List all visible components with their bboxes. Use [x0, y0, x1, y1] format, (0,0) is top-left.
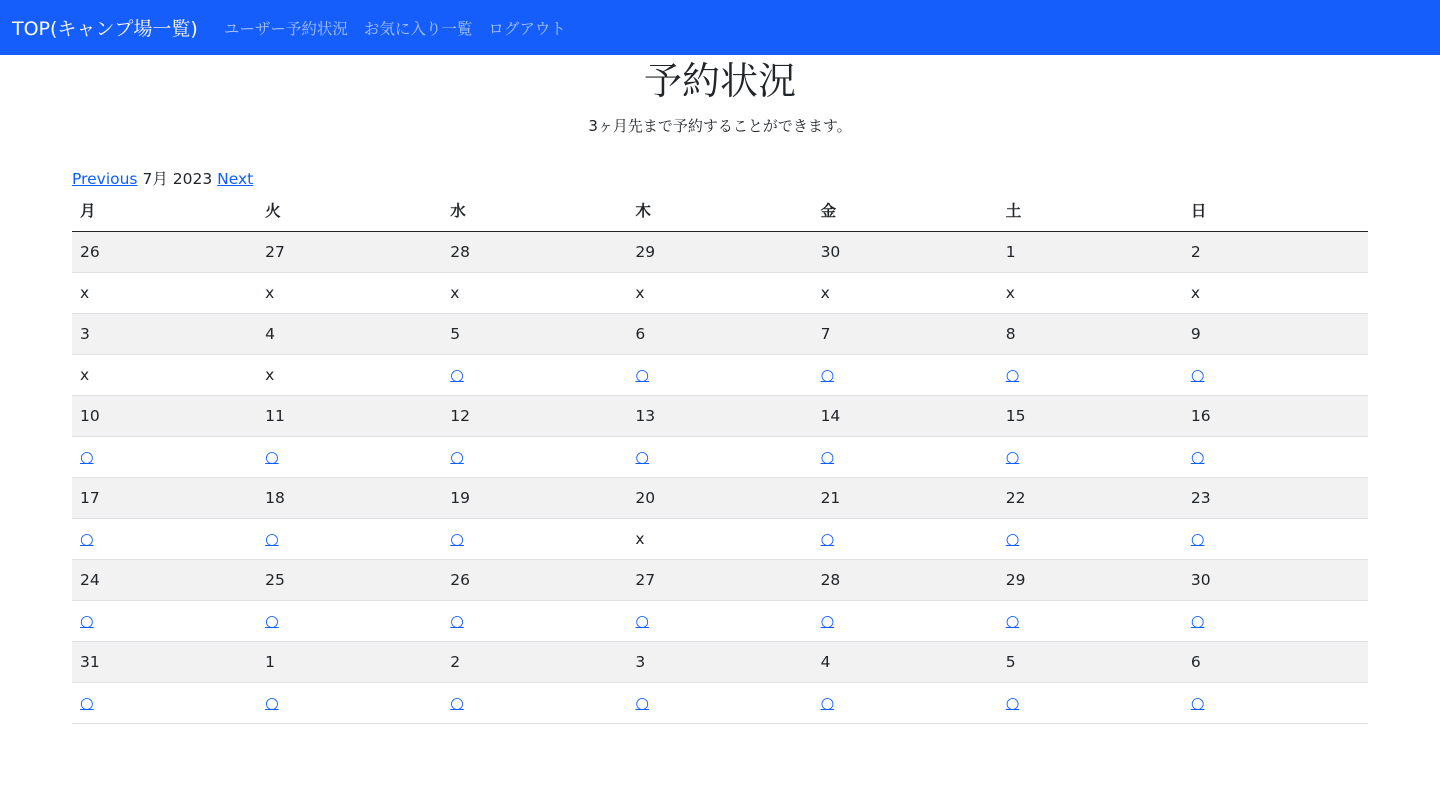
available-reserve-link[interactable]: ○	[635, 447, 649, 466]
date-cell: 6	[1183, 641, 1368, 682]
weekday-header: 月	[72, 190, 257, 231]
available-reserve-link[interactable]: ○	[1190, 447, 1205, 466]
available-reserve-link[interactable]: ○	[450, 611, 464, 630]
availability-cell	[813, 436, 998, 477]
availability-cell	[813, 272, 998, 313]
availability-row	[72, 272, 1368, 313]
availability-cell	[442, 354, 627, 395]
availability-row	[72, 682, 1368, 723]
unavailable-mark: x	[265, 365, 275, 384]
date-cell: 17	[72, 477, 257, 518]
date-cell: 21	[813, 477, 998, 518]
date-cell: 18	[257, 477, 442, 518]
available-reserve-link[interactable]: ○	[265, 693, 279, 712]
availability-cell	[998, 600, 1183, 641]
nav-link-user-reservations[interactable]: ユーザー予約状況	[223, 19, 348, 38]
available-reserve-link[interactable]: ○	[1005, 365, 1020, 384]
date-row	[72, 477, 1368, 518]
availability-cell	[998, 436, 1183, 477]
date-cell: 29	[627, 231, 812, 272]
date-cell: 30	[813, 231, 998, 272]
unavailable-mark: x	[80, 365, 90, 384]
date-cell: 6	[627, 313, 812, 354]
date-cell: 25	[257, 559, 442, 600]
availability-cell	[1183, 682, 1368, 723]
available-reserve-link[interactable]: ○	[820, 693, 835, 712]
date-cell: 26	[442, 559, 627, 600]
date-row	[72, 559, 1368, 600]
brand-link[interactable]: TOP(キャンプ場一覧)	[12, 18, 198, 40]
availability-cell	[72, 682, 257, 723]
availability-cell	[1183, 600, 1368, 641]
available-reserve-link[interactable]: ○	[635, 365, 649, 384]
available-reserve-link[interactable]: ○	[265, 529, 279, 548]
availability-cell	[257, 518, 442, 559]
unavailable-mark: x	[450, 283, 460, 302]
date-cell: 28	[442, 231, 627, 272]
availability-cell	[627, 600, 812, 641]
availability-cell	[257, 354, 442, 395]
available-reserve-link[interactable]: ○	[80, 529, 94, 548]
availability-cell	[998, 682, 1183, 723]
available-reserve-link[interactable]: ○	[1190, 693, 1205, 712]
availability-cell	[998, 518, 1183, 559]
date-cell: 2	[1183, 231, 1368, 272]
available-reserve-link[interactable]: ○	[1190, 365, 1205, 384]
unavailable-mark: x	[1005, 283, 1015, 302]
date-cell: 7	[813, 313, 998, 354]
date-cell: 19	[442, 477, 627, 518]
available-reserve-link[interactable]: ○	[635, 611, 649, 630]
date-row	[72, 313, 1368, 354]
date-cell: 5	[442, 313, 627, 354]
date-cell: 3	[72, 313, 257, 354]
available-reserve-link[interactable]: ○	[80, 693, 94, 712]
availability-cell	[627, 682, 812, 723]
available-reserve-link[interactable]: ○	[1190, 611, 1205, 630]
availability-row	[72, 436, 1368, 477]
date-row	[72, 395, 1368, 436]
weekday-header: 火	[257, 190, 442, 231]
availability-cell	[627, 436, 812, 477]
available-reserve-link[interactable]: ○	[450, 693, 464, 712]
date-cell: 3	[627, 641, 812, 682]
available-reserve-link[interactable]: ○	[820, 611, 835, 630]
availability-cell	[72, 600, 257, 641]
date-cell: 1	[998, 231, 1183, 272]
weekday-header: 金	[813, 190, 998, 231]
date-cell: 27	[627, 559, 812, 600]
date-cell: 22	[998, 477, 1183, 518]
date-cell: 31	[72, 641, 257, 682]
date-cell: 23	[1183, 477, 1368, 518]
top-navbar	[0, 0, 1440, 55]
page-subtitle: 3ヶ月先まで予約することができます。	[588, 117, 852, 135]
date-cell: 16	[1183, 395, 1368, 436]
calendar-container	[72, 168, 1368, 724]
current-month-label: 7月 2023	[142, 170, 213, 188]
date-cell: 4	[813, 641, 998, 682]
nav-link-favorites[interactable]: お気に入り一覧	[363, 19, 473, 38]
availability-cell	[998, 272, 1183, 313]
available-reserve-link[interactable]: ○	[820, 529, 835, 548]
date-cell: 13	[627, 395, 812, 436]
date-cell: 11	[257, 395, 442, 436]
availability-cell	[257, 600, 442, 641]
availability-cell	[72, 436, 257, 477]
available-reserve-link[interactable]: ○	[450, 365, 464, 384]
date-row	[72, 231, 1368, 272]
availability-cell	[257, 272, 442, 313]
available-reserve-link[interactable]: ○	[1005, 447, 1020, 466]
unavailable-mark: x	[265, 283, 275, 302]
availability-cell	[1183, 354, 1368, 395]
month-navigation	[72, 168, 1368, 190]
unavailable-mark: x	[80, 283, 90, 302]
availability-row	[72, 518, 1368, 559]
availability-cell	[72, 354, 257, 395]
available-reserve-link[interactable]: ○	[635, 693, 649, 712]
available-reserve-link[interactable]: ○	[1005, 611, 1020, 630]
available-reserve-link[interactable]: ○	[265, 611, 279, 630]
availability-cell	[1183, 272, 1368, 313]
date-cell: 24	[72, 559, 257, 600]
availability-cell	[442, 272, 627, 313]
availability-cell	[813, 682, 998, 723]
availability-cell	[813, 600, 998, 641]
availability-cell	[813, 518, 998, 559]
available-reserve-link[interactable]: ○	[820, 447, 835, 466]
page-title: 予約状況	[643, 59, 796, 103]
date-cell: 4	[257, 313, 442, 354]
date-cell: 20	[627, 477, 812, 518]
available-reserve-link[interactable]: ○	[80, 611, 94, 630]
next-month-link[interactable]: Next	[217, 170, 254, 188]
availability-cell	[257, 436, 442, 477]
availability-cell	[813, 354, 998, 395]
date-cell: 14	[813, 395, 998, 436]
weekday-header: 日	[1183, 190, 1368, 231]
date-cell: 28	[813, 559, 998, 600]
availability-cell	[72, 518, 257, 559]
available-reserve-link[interactable]: ○	[265, 447, 279, 466]
availability-cell	[442, 436, 627, 477]
availability-cell	[442, 682, 627, 723]
availability-row	[72, 354, 1368, 395]
availability-cell	[442, 518, 627, 559]
date-row	[72, 641, 1368, 682]
date-cell: 15	[998, 395, 1183, 436]
available-reserve-link[interactable]: ○	[1190, 529, 1205, 548]
available-reserve-link[interactable]: ○	[450, 447, 464, 466]
unavailable-mark: x	[1190, 283, 1201, 302]
weekday-header: 水	[442, 190, 627, 231]
availability-cell	[1183, 518, 1368, 559]
calendar-body	[72, 231, 1368, 723]
unavailable-mark: x	[635, 283, 645, 302]
date-cell: 1	[257, 641, 442, 682]
unavailable-mark: x	[820, 283, 830, 302]
weekday-header-row	[72, 190, 1368, 231]
availability-cell	[998, 354, 1183, 395]
date-cell: 2	[442, 641, 627, 682]
date-cell: 9	[1183, 313, 1368, 354]
date-cell: 27	[257, 231, 442, 272]
date-cell: 12	[442, 395, 627, 436]
unavailable-mark: x	[635, 529, 645, 548]
previous-month-link[interactable]: Previous	[72, 170, 138, 188]
availability-cell	[72, 272, 257, 313]
date-cell: 10	[72, 395, 257, 436]
available-reserve-link[interactable]: ○	[450, 529, 464, 548]
available-reserve-link[interactable]: ○	[80, 447, 94, 466]
date-cell: 26	[72, 231, 257, 272]
date-cell: 30	[1183, 559, 1368, 600]
date-cell: 8	[998, 313, 1183, 354]
availability-cell	[627, 354, 812, 395]
reservation-calendar	[72, 190, 1368, 724]
availability-cell	[442, 600, 627, 641]
availability-cell	[627, 518, 812, 559]
availability-cell	[627, 272, 812, 313]
available-reserve-link[interactable]: ○	[820, 365, 835, 384]
date-cell: 29	[998, 559, 1183, 600]
weekday-header: 木	[627, 190, 812, 231]
available-reserve-link[interactable]: ○	[1005, 693, 1020, 712]
availability-cell	[1183, 436, 1368, 477]
date-cell: 5	[998, 641, 1183, 682]
availability-row	[72, 600, 1368, 641]
nav-link-logout[interactable]: ログアウト	[488, 19, 566, 38]
available-reserve-link[interactable]: ○	[1005, 529, 1020, 548]
availability-cell	[257, 682, 442, 723]
weekday-header: 土	[998, 190, 1183, 231]
